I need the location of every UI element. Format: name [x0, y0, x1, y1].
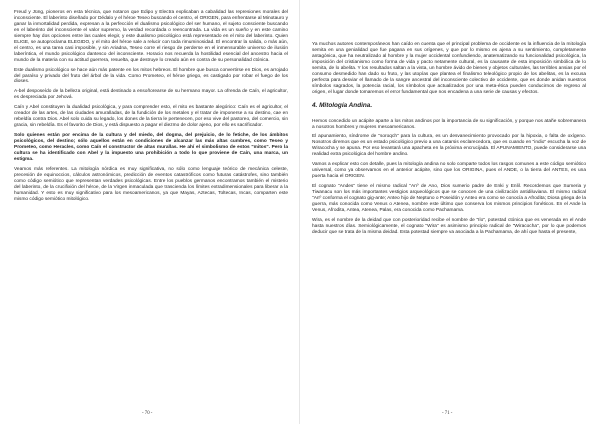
page-number: - 70 -: [142, 411, 153, 416]
page-number: - 71 -: [442, 411, 453, 416]
paragraph: Caín y Abel constituyen la dualidad psicológica, y para comprender esto, el mito es bastante alegórico: Caín es el agricultor, el creador de las artes, de las ciudades amuralladas, de la fundición de los metales y el tratar de imponerse a su destino, cae en rebeldía contra Dios. Abel solo cuida su legado, los dones de la tierra le pertenecen, por eso vive del pastoreo, del comercio, sin gracia, sin rebeldía. Es el favorito de Dios, y está dispuesto a pagar el diezmo de dolor ajeno, por ello es sacrificador.: [14, 105, 288, 129]
paragraph: Vamos a explicar esto con detalle, pues la mitología andina no solo comparte todos los rasgos comunes a este código semiótico universal, como ya observamos en el anterior acápite, sino que los ORIGINA, pues el ANDE, o la tierra del ANTES, es una puerta hacia el ORIGEN.: [312, 162, 586, 180]
right-page: [300, 0, 600, 424]
paragraph: Ya muchos autores contemporáneos han caído en cuenta que el principal problema de occidente es la influencia de la mitología semita en una genialidad que fue pagana en sus orígenes, y que por lo mismo es ajena a su sentimiento, completamente antagónica, que ha neutralizado al hombre y la mujer occidental confundiendo, anatematizando su funcionalidad psicológica, la imposición del cristianismo como forma de vida y pacto netamente cultural, es la causante de esta imposición simbólica de lo semita, de lo abelita. Y los resultados saltan a la vista, un hombre ávido de bienes y objetos culturales, las terribles ansias por el consumo desmedido han dado su fruto, y las utopías que plantea el finalismo teleológico propio de los abelitas, es la excusa perfecta para desviar el llamado de la sangre ancestral del inconsciente colectivo de occidente, que es donde anidan nuestros símbolos sagrados, la potencia racial, los símbolos que actualizados por una meta-ética pueden conducirnos de regreso al origen, el lugar donde tomaremos el error fundamental que nos encadena a una serie de causas y efectos.: [312, 42, 586, 95]
paragraph: Hemos concedido un acápite aparte a los mitos andinos por la importancia de su significación, y porque nos atañe sobremanera a nosotros hombres y mujeres mesoamericanos.: [312, 118, 586, 130]
section-heading: 4. Mitología Andina.: [312, 101, 373, 109]
bold-paragraph: Solo quienes están por encima de la cultura y del miedo, del dogma, del prejuicio, de lo fetiche, de los ámbitos psicológicos, del destino; sólo aquellos están en condiciones de alcanzar las más altas cumbres, como Teseo y Prometeo, como Heracles, como Caín el constructor de altas murallas. He ahí el simbolismo de estos "mitos". Pero la cultura se ha identificado con Abel y la impuesto una prohibición a todo lo que proviene de Caín, una marca, un estigma.: [14, 133, 288, 162]
paragraph: El apunamiento, síndrome de "soroqch" para la cultura, es un desvanecimiento provocado por la hipoxia, o falta de oxígeno. Nosotros diremos que es un estado psicológico previo a una catarsis esclarecedora, que es cuando en "indio" escucha la voz de Wiracocha y se apuna. Por eso levantará una apacheta en la próxima encrucijada. El APUNAMIENTO, puede considerarse una realidad extra psicológica del hombre andino.: [312, 134, 586, 158]
paragraph: Wira, es el nombre de la deidad que con posterioridad recibe el nombre de "Ilo", potestad ctónica que es venerada en el Ande hasta nuestros días. Semiológicamente, el cognato "Wira" es asimismo principio radical de "Wiracocha", por lo que podemos deducir que se trata de la misma deidad. Esta potestad siempre va asociada a la Pachamama, de ahí que hasta el presente,: [312, 217, 586, 235]
paragraph: Veamos más referentes. La mitología nórdica es muy significativa, no sólo como lenguaje teórico de mecánica celeste, precesión de equinoccios, cálculos astronómicos, predicción de eventos catastróficos como futuras catástrofes, sino también como código semiótico que representan verdades psicológicas. Entre los pueblos germanos encontramos también el misterio del laberinto, de la crucifixión del héroe, de la Virgen inmaculada que trascienda los límites extradimensionales para liberar a la humanidad. Y esto es muy significativo para los mesoamericanos, ya que Mayas, Aztecas, Toltecas, Incas, comparten este mismo código semiótico mitológico.: [14, 166, 288, 202]
paragraph: El cognato "Andes" tiene el mismo radical "Anº de Ano, Dios sumerio padre de Enki y Enlil. Recordemos que Sumeria y Tiwanacu son los más importantes vestigios arqueológicos que se conocen de una civilización antidiluviana. El mismo radical "Anº conforma el cognato gig-ante; Anteo hijo de Neptuno o Poseidón y Anteo era como se conocía a Afrodita; Diosa griega de la guerra, más conocida como Venus o Atenea, nombre este último que conserva los mismos principios fonéticos. En el Ande la Venus, Afrodita, Antea, Atenea, Palas, era conocida como Pachamama.: [312, 184, 586, 213]
paragraph: Freud y Jüng, pioneros en esta técnica, que notaron que Edipo y Electra explicaban a cabalidad las represiones morales del inconsciente. El laberinto diseñado por Dédalo y el héroe Teseo buscando el centro, el ORIGEN, para enfrentarse al Minotauro y ganar la inmortalidad perdida, expresan a la perfección el dualismo psicológico del ser humano, el sujeto consciente buscando en el laberinto del inconsciente el valor supremo, la verdad recordada o reencontrada. La vida es un sueño y en este camino siempre hay dos opciones entre las cuales elegir, y este dualismo psicológico está representado en el mito del laberinto. Quien ELIGE, se autoproclama ELEGIDO, y el mito del héroe sale a relucir con toda rimuminosidad. El encontrar la salida, o más aún, el centro, es una tarea casi imposible, y sin Ariadna, Teseo corre el riesgo de perderse en el inmensurable universo de ilusión laberíntica, el mundo psicológico dantesco del inconsciente. Horacio nos recuerda la hostilidad esencial del ancestro hacia el mundo de la materia con su actitud guerrera, resuelta, que destruye lo creado aún en contra de su personalidad ctónica.: [14, 10, 288, 63]
paragraph: Este dualismo psicológico se hace aún más patente en los mitos hebreos. El hombre que busca convertirse en Dios, es arrojado del paraíso y privado del fruto del árbol de la vida. Como Prometeo, el héroe griego, es castigado por robar el fuego de los dioses.: [14, 67, 288, 85]
paragraph: A-bel desposeído de la belleza original, está destinado a ensoñorearse de su hermano mayor. La ofrenda de Caín, el agricultor, es despreciada por Jehová.: [14, 89, 288, 101]
